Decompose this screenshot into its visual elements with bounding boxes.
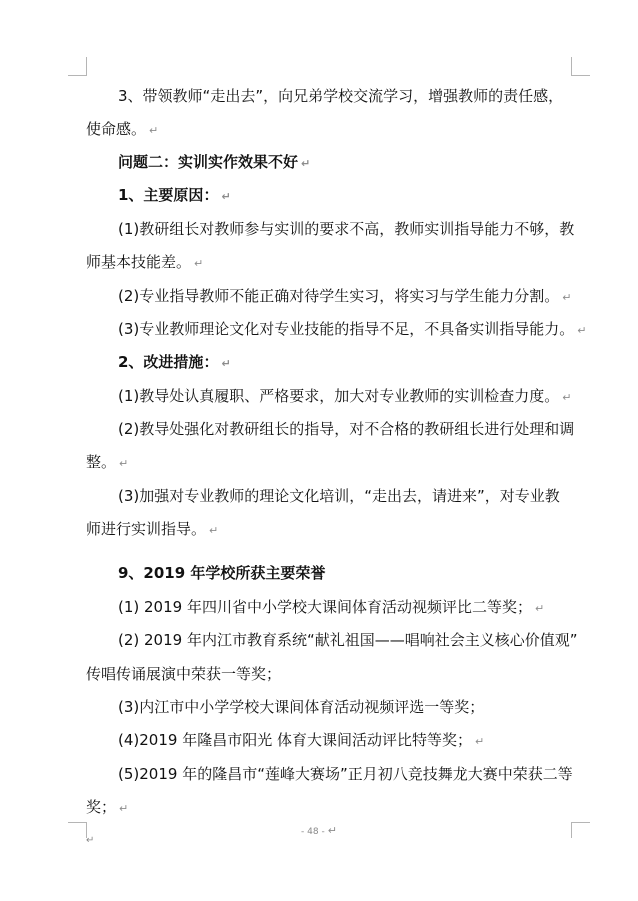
- body-line: [0, 730, 638, 752]
- line-text: (5)2019 年的隆昌市“莲峰大赛场”正月初八竞技舞龙大赛中荣获二等: [118, 765, 573, 783]
- line-text: 3、带领教师“走出去”，向兄弟学校交流学习，增强教师的责任感，: [118, 87, 564, 105]
- line-text: 奖；: [86, 798, 117, 816]
- body-line: [0, 664, 638, 684]
- line-text: 使命感。: [86, 120, 147, 138]
- line-text: 9、2019 年学校所获主要荣誉: [118, 564, 326, 582]
- line-text: (1)教研组长对教师参与实训的要求不高，教师实训指导能力不够，教: [118, 220, 575, 238]
- line-text: (3)加强对专业教师的理论文化培训，“走出去，请进来”，对专业教: [118, 487, 560, 505]
- crop-mark-bottom-right-h: [571, 822, 590, 823]
- page-footer: [0, 824, 638, 837]
- line-text: 师进行实训指导。: [86, 520, 207, 538]
- body-line: [0, 119, 638, 141]
- line-text: 问题二：实训实作效果不好: [118, 153, 299, 171]
- body-line: [0, 597, 638, 619]
- body-line: [0, 764, 638, 784]
- line-text: (4)2019 年隆昌市阳光 体育大课间活动评比特等奖；: [118, 731, 472, 749]
- body-line: [0, 419, 638, 439]
- body-line: [0, 286, 638, 308]
- body-line: [0, 319, 638, 341]
- line-text: 2、改进措施：: [118, 353, 219, 371]
- paragraph-mark: ↵: [119, 802, 129, 815]
- paragraph-mark: ↵: [577, 324, 587, 337]
- body-line: [0, 519, 638, 541]
- body-line: [0, 630, 638, 650]
- paragraph-mark: ↵: [534, 602, 545, 615]
- line-text: (1)教导处认真履职、严格要求，加大对专业教师的实训检查力度。: [118, 387, 560, 405]
- paragraph-mark: ↵: [221, 190, 231, 203]
- body-line: [0, 452, 638, 474]
- crop-mark-top-right-h: [571, 75, 590, 76]
- line-text: 整。: [86, 453, 117, 471]
- line-text: (1) 2019 年四川省中小学校大课间体育活动视频评比二等奖；: [118, 598, 532, 616]
- line-text: 传唱传诵展演中荣获一等奖；: [86, 665, 282, 683]
- body-line: [0, 86, 638, 106]
- paragraph-mark: ↵: [221, 357, 231, 370]
- paragraph-mark: ↵: [327, 824, 337, 837]
- paragraph-mark: ↵: [149, 124, 159, 137]
- page-number: - 48 -: [301, 827, 325, 837]
- paragraph-mark: ↵: [562, 391, 572, 404]
- line-text: (3)专业教师理论文化对专业技能的指导不足，不具备实训指导能力。: [118, 320, 575, 338]
- paragraph-mark: ↵: [301, 157, 311, 170]
- body-line: [0, 252, 638, 274]
- crop-mark-top-left-v: [86, 57, 87, 75]
- heading-line: [0, 185, 638, 207]
- line-text: (3)内江市中小学学校大课间体育活动视频评选一等奖；: [118, 698, 485, 716]
- line-text: 1、主要原因：: [118, 186, 219, 204]
- heading-line: [0, 352, 638, 374]
- crop-mark-bottom-left-h: [68, 822, 87, 823]
- body-line: [0, 386, 638, 408]
- body-line: [0, 697, 638, 717]
- line-text: (2)教导处强化对教研组长的指导，对不合格的教研组长进行处理和调: [118, 420, 575, 438]
- paragraph-mark: ↵: [209, 524, 219, 537]
- body-line: [0, 486, 638, 506]
- paragraph-mark: ↵: [474, 735, 485, 748]
- line-text: (2)专业指导教师不能正确对待学生实习，将实习与学生能力分割。: [118, 287, 560, 305]
- body-line: [0, 219, 638, 239]
- body-line: [0, 797, 638, 819]
- paragraph-mark: ↵: [119, 457, 129, 470]
- line-text: (2) 2019 年内江市教育系统“献礼祖国——唱响社会主义核心价值观”: [118, 631, 578, 649]
- heading-line: [0, 563, 638, 583]
- line-text: 师基本技能差。: [86, 253, 192, 271]
- crop-mark-top-left-h: [68, 75, 87, 76]
- paragraph-mark: ↵: [86, 835, 95, 846]
- paragraph-mark: ↵: [194, 257, 204, 270]
- heading-line: [0, 152, 638, 174]
- paragraph-mark: ↵: [562, 291, 572, 304]
- crop-mark-top-right-v: [571, 57, 572, 75]
